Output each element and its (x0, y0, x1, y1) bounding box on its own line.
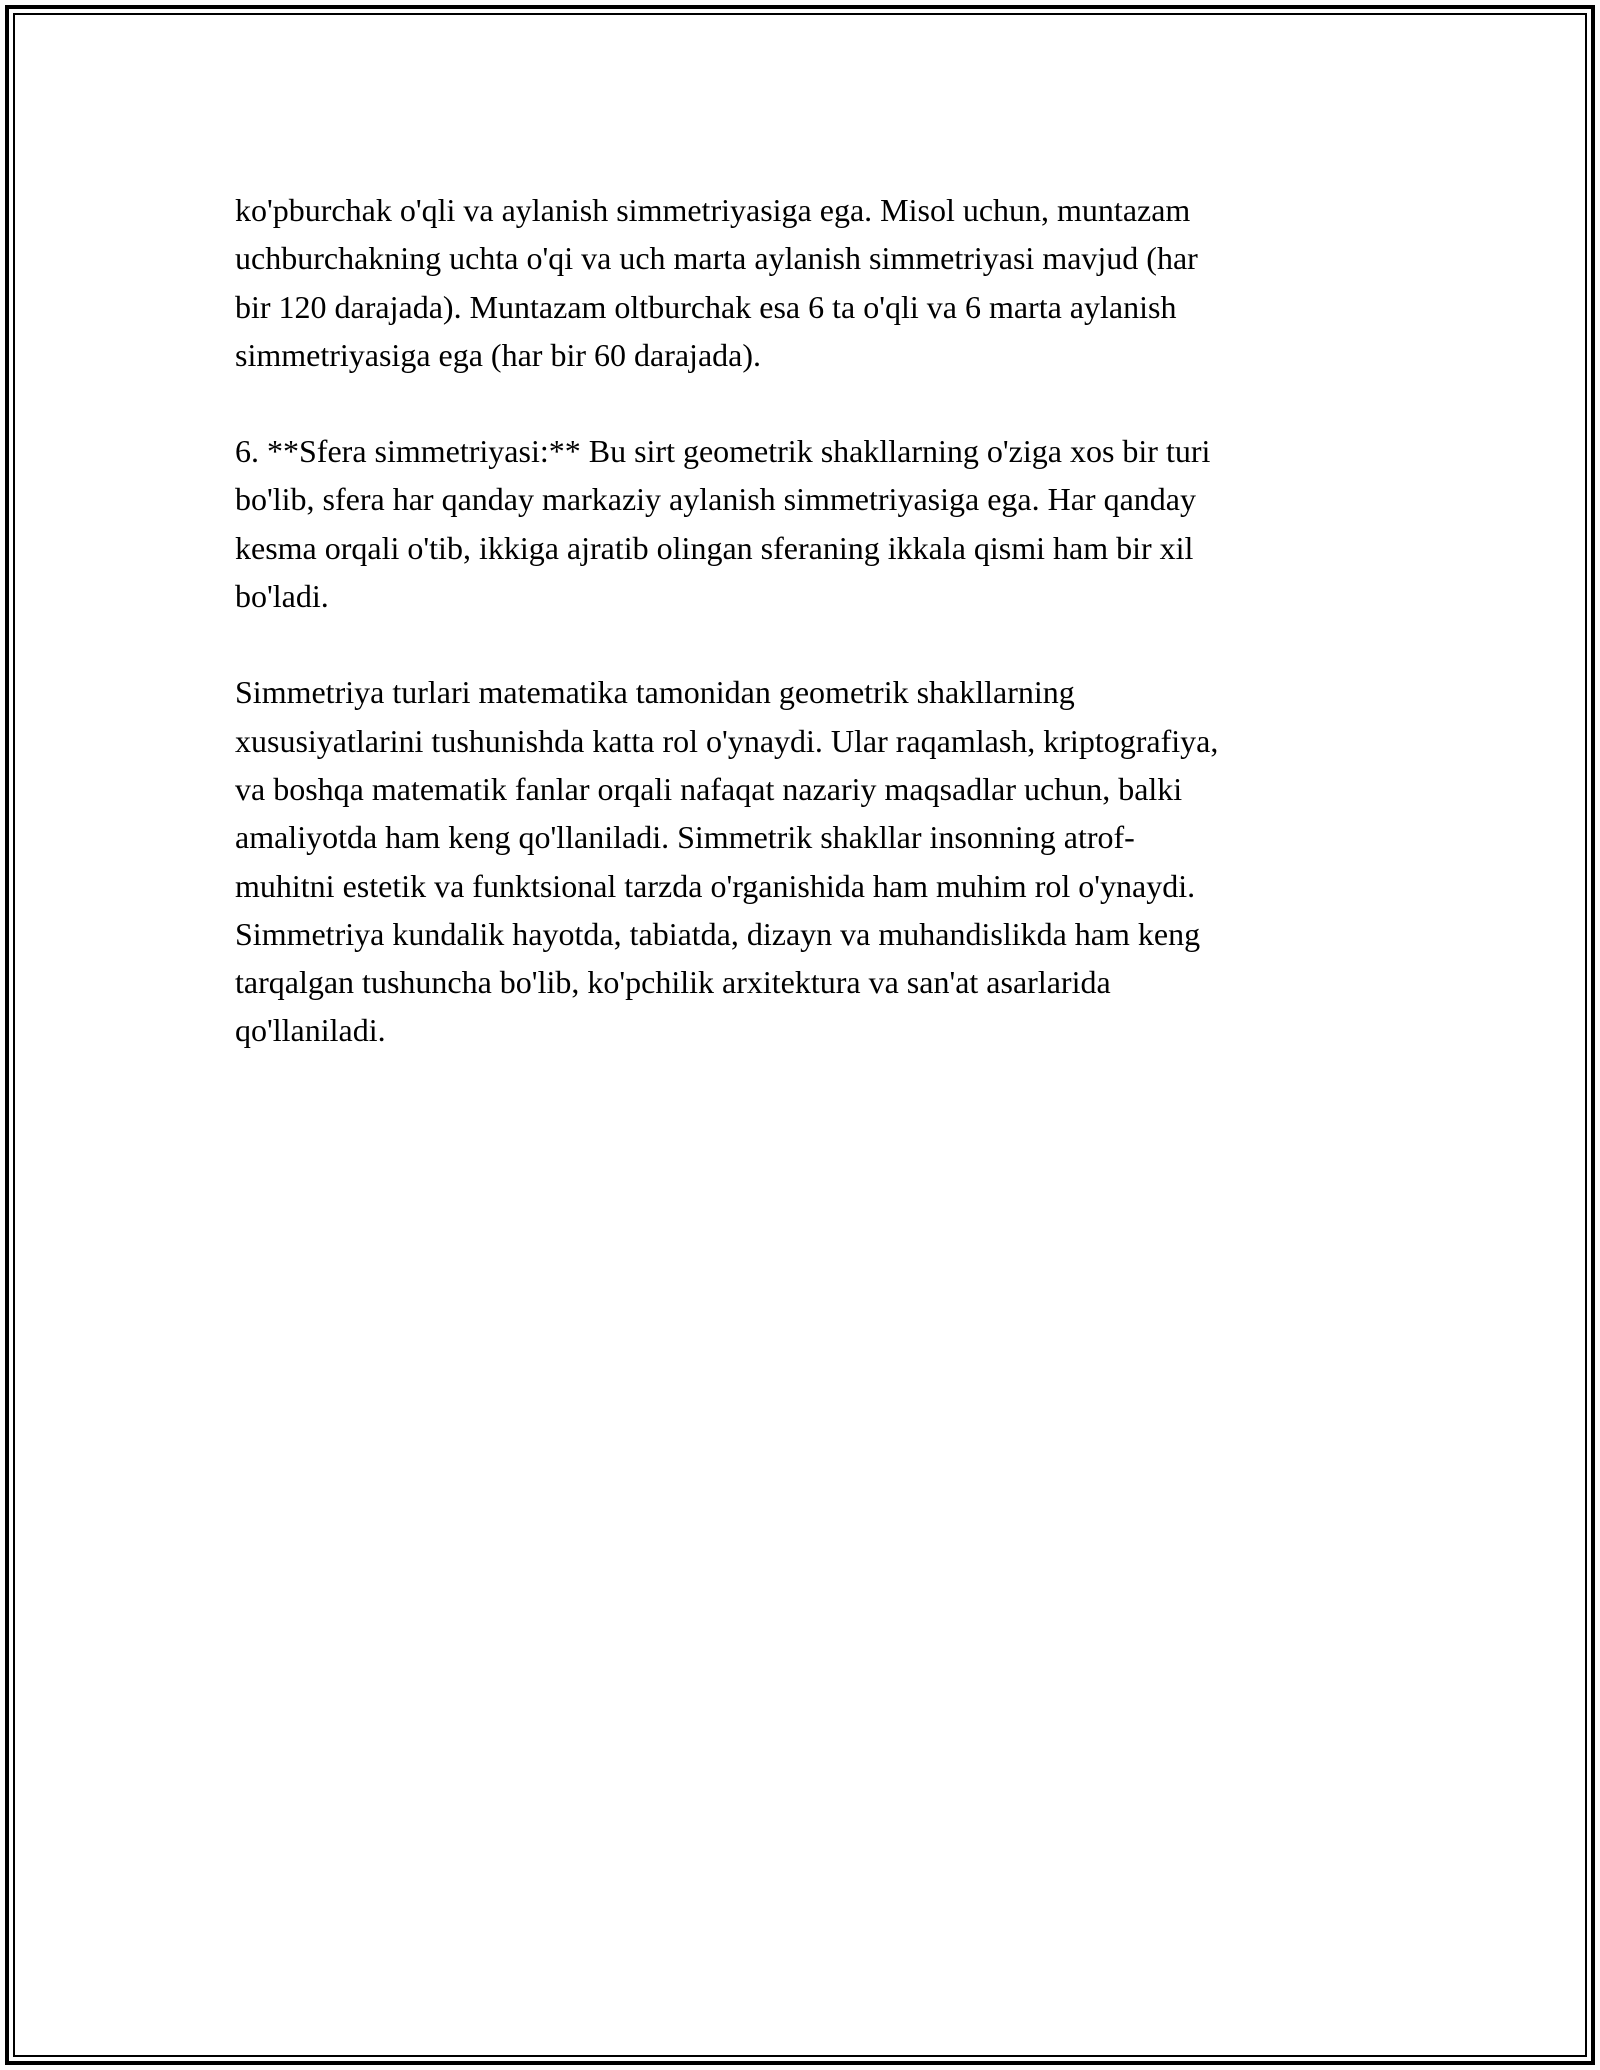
text-line: qo'llaniladi. (235, 1012, 386, 1049)
text-line: bo'lib, sfera har qanday markaziy aylanish simmetriyasiga ega. Har qanday (235, 481, 1196, 518)
text-line: Simmetriya kundalik hayotda, tabiatda, dizayn va muhandislikda ham keng (235, 915, 1201, 952)
paragraph-sphere-symmetry (235, 427, 1380, 620)
text-line: bo'ladi. (235, 578, 329, 615)
text-line: simmetriyasiga ega (har bir 60 darajada). (235, 336, 761, 373)
text-line: amaliyotda ham keng qo'llaniladi. Simmetrik shakllar insonning atrof- (235, 819, 1135, 856)
text-line: Simmetriya turlari matematika tamonidan geometrik shakllarning (235, 674, 1075, 711)
document-body (235, 186, 1380, 1103)
paragraph-conclusion (235, 668, 1380, 1054)
text-line: ko'pburchak o'qli va aylanish simmetriyasiga ega. Misol uchun, muntazam (235, 192, 1191, 228)
text-line: va boshqa matematik fanlar orqali nafaqat nazariy maqsadlar uchun, balki (235, 770, 1183, 807)
text-line: uchburchakning uchta o'qi va uch marta aylanish simmetriyasi mavjud (har (235, 240, 1198, 277)
text-line: muhitni estetik va funktsional tarzda o'rganishida ham muhim rol o'ynaydi. (235, 867, 1196, 904)
text-line: 6. **Sfera simmetriyasi:** Bu sirt geometrik shakllarning o'ziga xos bir turi (235, 433, 1211, 470)
text-line: tarqalgan tushuncha bo'lib, ko'pchilik arxitektura va san'at asarlarida (235, 964, 1111, 1001)
paragraph-polygon-symmetry (235, 186, 1380, 379)
text-line: kesma orqali o'tib, ikkiga ajratib olingan sferaning ikkala qismi ham bir xil (235, 529, 1194, 566)
text-line: xususiyatlarini tushunishda katta rol o'ynaydi. Ular raqamlash, kriptografiya, (235, 722, 1219, 759)
text-line: bir 120 darajada). Muntazam oltburchak esa 6 ta o'qli va 6 marta aylanish (235, 288, 1177, 325)
